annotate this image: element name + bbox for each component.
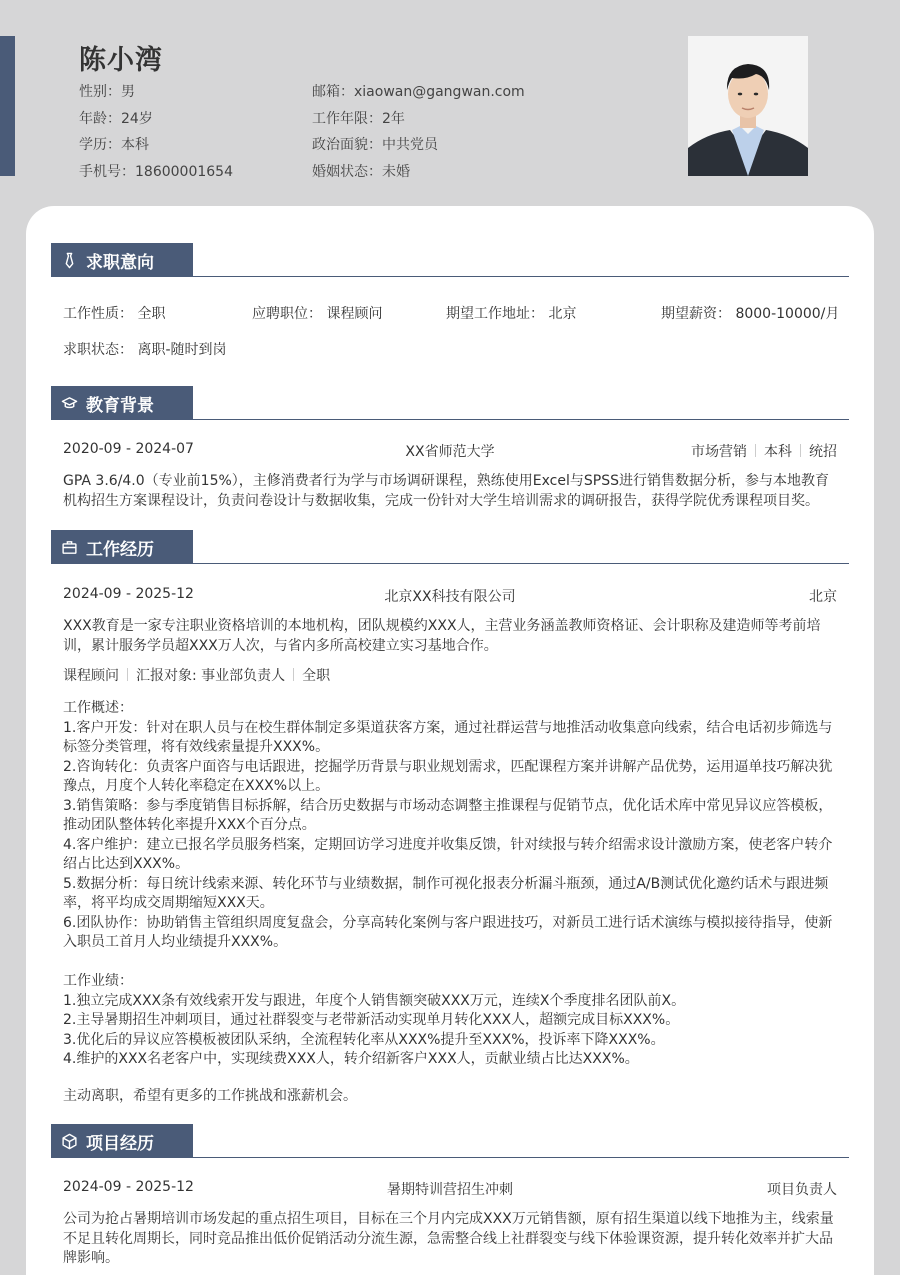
section-title-project: 项目经历	[86, 1133, 154, 1154]
section-tab-project	[51, 1124, 193, 1158]
section-work	[51, 530, 849, 564]
project-description: 公司为抢占暑期培训市场发起的重点招生项目，目标在三个月内完成XXX万元销售额，原有招生渠道以线下地推为主，线索量不足且转化周期长，同时竞品推出低价促销活动分流生源，急需整合线上社群裂变与线下体验课资源，提升转化效率并扩大品牌影响。	[63, 1211, 834, 1266]
section-tab-work	[51, 530, 193, 564]
achievement-item: 1.独立完成XXX条有效线索开发与跟进，年度个人销售额突破XXX万元，连续X个季度排名团队前X。	[63, 992, 686, 1009]
section-title-work: 工作经历	[86, 539, 154, 560]
education-description: GPA 3.6/4.0（专业前15%），主修消费者行为学与市场调研课程，熟练使用Excel与SPSS进行销售数据分析，参与本地教育机构招生方案课程设计，负责问卷设计与数据收集，完成一份针对大学生培训需求的调研报告，获得学院优秀课程项目奖。	[63, 473, 829, 509]
job-type: 全职	[302, 668, 331, 684]
overview-item: 5.数据分析：每日统计线索来源、转化环节与业绩数据，制作可视化报表分析漏斗瓶颈，通过A/B测试优化邀约话术与跟进频率，将平均成交周期缩短XXX天。	[63, 875, 829, 911]
section-education	[51, 386, 849, 420]
briefcase-icon	[61, 539, 78, 556]
political-status-info: 政治面貌：中共党员	[312, 137, 438, 153]
company-name: 北京XX科技有限公司	[384, 589, 516, 605]
achievement-item: 2.主导暑期招生冲刺项目，通过社群裂变与老带新活动实现单月转化XXX人，超额完成目标XXX%。	[63, 1012, 680, 1028]
basic-info-left	[79, 80, 233, 186]
project-row	[63, 1179, 837, 1199]
achievement-item: 3.优化后的异议应答模板被团队采纳，全流程转化率从XXX%提升至XXX%，投诉率下降XXX%。	[63, 1031, 665, 1048]
job-status: 求职状态： 离职-随时到岗	[63, 342, 227, 358]
education-meta	[691, 441, 837, 461]
work-role: 课程顾问	[63, 668, 119, 684]
email-info: 邮箱：xiaowan@gangwan.com	[312, 84, 525, 100]
section-title-education: 教育背景	[86, 395, 154, 416]
work-meta	[63, 665, 330, 685]
school-name: XX省师范大学	[405, 444, 495, 460]
applied-position: 应聘职位： 课程顾问	[252, 306, 383, 322]
leave-reason: 主动离职，希望有更多的工作挑战和涨薪机会。	[63, 1088, 357, 1104]
section-tab-education	[51, 386, 193, 420]
work-period: 2024-09 - 2025-12	[63, 586, 194, 602]
education-period: 2020-09 - 2024-07	[63, 441, 194, 457]
work-row	[63, 586, 837, 606]
overview-title: 工作概述：	[63, 700, 133, 716]
project-name: 暑期特训营招生冲刺	[387, 1182, 513, 1198]
work-years-info: 工作年限：2年	[312, 110, 405, 127]
expected-location: 期望工作地址： 北京	[446, 306, 577, 322]
basic-info-right	[312, 80, 525, 186]
work-details	[63, 699, 839, 1070]
overview-item: 6.团队协作：协助销售主管组织周度复盘会，分享高转化案例与客户跟进技巧，对新员工进行话术演练与模拟接待指导，使新入职员工首月人均业绩提升XXX%。	[63, 914, 833, 950]
work-city: 北京	[809, 589, 837, 605]
achievements-title: 工作业绩：	[63, 973, 133, 989]
marital-status-info: 婚姻状态：未婚	[312, 163, 410, 180]
overview-item: 2.咨询转化：负责客户面咨与电话跟进，挖掘学历背景与职业规划需求，匹配课程方案并讲解产品优势，运用逼单技巧解决犹豫点，月度个人转化率稳定在XXX%以上。	[63, 758, 833, 794]
profile-header	[0, 0, 900, 200]
work-nature: 工作性质： 全职	[63, 306, 166, 322]
enrollment-type: 统招	[809, 444, 837, 460]
overview-item: 4.客户维护：建立已报名学员服务档案，定期回访学习进度并收集反馈，针对续报与转介绍需求设计激励方案，使老客户转介绍占比达到XXX%。	[63, 836, 833, 872]
degree: 本科	[764, 444, 792, 460]
cube-icon	[61, 1133, 78, 1150]
gender-info: 性别：男	[79, 84, 135, 100]
section-intent	[51, 243, 849, 277]
overview-item: 1.客户开发：针对在职人员与在校生群体制定多渠道获客方案，通过社群运营与地推活动收集意向线索，结合电话初步筛选与标签分类管理，将有效线索量提升XXX%。	[63, 719, 833, 755]
phone-info: 手机号：18600001654	[79, 163, 233, 180]
project-role: 项目负责人	[767, 1182, 837, 1198]
age-info: 年龄：24岁	[79, 110, 153, 127]
major: 市场营销	[691, 444, 747, 460]
expected-salary: 期望薪资： 8000-10000/月	[661, 306, 840, 322]
education-row	[63, 441, 837, 461]
tie-icon	[61, 252, 78, 269]
company-description: XXX教育是一家专注职业资格培训的本地机构，团队规模约XXX人，主营业务涵盖教师资格证、会计职称及建造师等考前培训，累计服务学员超XXX万人次，与省内多所高校建立实习基地合作。	[63, 618, 821, 654]
project-period: 2024-09 - 2025-12	[63, 1179, 194, 1195]
profile-photo	[688, 36, 808, 176]
achievement-item: 4.维护的XXX名老客户中，实现续费XXX人，转介绍新客户XXX人，贡献业绩占比达XXX%。	[63, 1051, 639, 1067]
report-to: 汇报对象: 事业部负责人	[136, 668, 286, 684]
education-info: 学历：本科	[79, 137, 149, 153]
overview-item: 3.销售策略：参与季度销售目标拆解，结合历史数据与市场动态调整主推课程与促销节点，优化话术库中常见异议应答模板，推动团队整体转化率提升XXX个百分点。	[63, 797, 833, 833]
candidate-name: 陈小湾	[79, 45, 163, 76]
section-tab-intent	[51, 243, 193, 277]
section-title-intent: 求职意向	[86, 252, 154, 273]
section-project	[51, 1124, 849, 1158]
graduation-cap-icon	[61, 395, 78, 412]
